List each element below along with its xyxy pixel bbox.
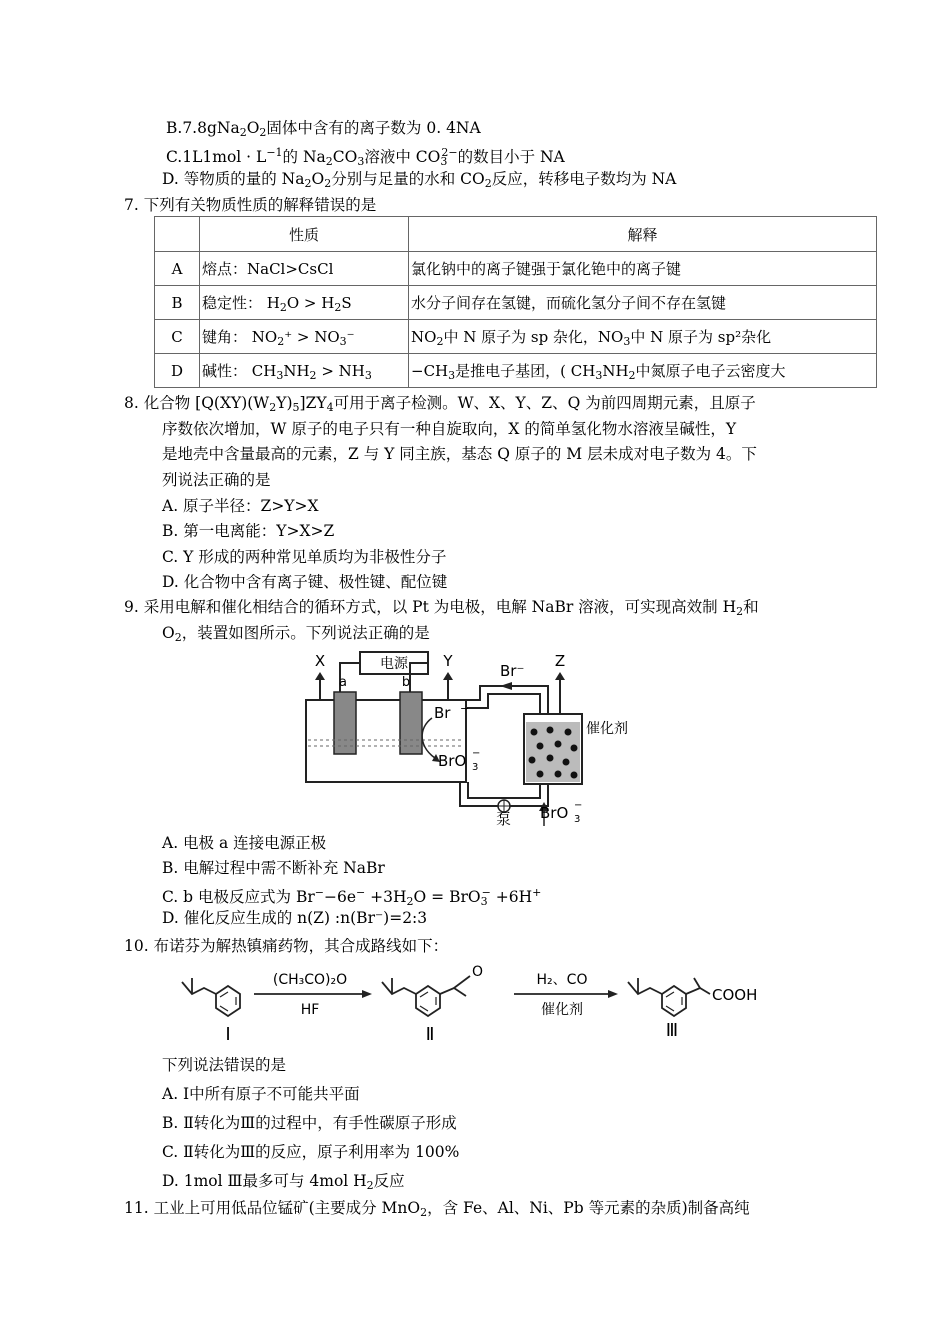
property-cell: 键角： $NO_2^+ > NO_3^-$ — [200, 320, 409, 354]
compound-label-2: Ⅱ — [425, 1024, 435, 1044]
reagent-1-top: (CH₃CO)₂O — [272, 972, 348, 988]
q10-stem: 10. 布诺芬为解热镇痛药物，其合成路线如下： — [124, 937, 449, 955]
option-cell: C — [155, 320, 200, 354]
explanation-cell: 水分子间存在氢键，而硫化氢分子间不存在氢键 — [409, 286, 877, 320]
label-y: Y — [443, 652, 453, 670]
reagent-2-top: H₂、CO — [536, 972, 588, 988]
reagent-2-bottom: 催化剂 — [541, 1002, 583, 1018]
table-row — [155, 320, 877, 354]
q6-option-d: D. 等物质的量的 $Na_2O_2$分别与足量的水和 $CO_2$反应，转移电子数均为 NA — [162, 170, 677, 190]
explanation-cell: $NO_2$中 N 原子为 sp 杂化，$NO_3$中 N 原子为 sp²杂化 — [409, 320, 877, 354]
explanation-cell: $-CH_3$是推电子基团，( $CH_3NH_2$中氮原子电子云密度大 — [409, 354, 877, 388]
pump-label: 泵 — [496, 810, 512, 828]
q6-option-b: $B.7.8gNa_2O_2$固体中含有的离子数为 0. 4NA — [166, 119, 481, 139]
q10-option-d: D. 1mol Ⅲ最多可与 4mol $H_2$反应 — [162, 1172, 405, 1192]
power-label: 电源 — [380, 656, 408, 672]
header-cell: 解释 — [409, 217, 877, 252]
option-cell: B — [155, 286, 200, 320]
property-cell: 稳定性： $H_2O > H_2S$ — [200, 286, 409, 320]
svg-text:3: 3 — [574, 814, 581, 825]
q10-option-c: C. Ⅱ转化为Ⅲ的反应，原子利用率为 100% — [162, 1143, 460, 1161]
svg-text:−: − — [460, 702, 470, 715]
q10-option-b: B. Ⅱ转化为Ⅲ的过程中，有手性碳原子形成 — [162, 1114, 457, 1132]
ketone-oxygen-label: O — [472, 964, 484, 980]
svg-text:−: − — [574, 800, 583, 811]
q9-option-b: B. 电解过程中需不断补充 NaBr — [162, 859, 385, 877]
table-row — [155, 354, 877, 388]
label-br-mid: Br — [434, 704, 451, 722]
table-row — [155, 286, 877, 320]
compound-label-3: Ⅲ — [665, 1020, 679, 1041]
property-cell: 碱性： $CH_3NH_2 > NH_3$ — [200, 354, 409, 388]
q10-option-a: A. Ⅰ中所有原子不可能共平面 — [162, 1085, 360, 1103]
electrolysis-apparatus-figure — [300, 648, 660, 830]
compound-label-1: Ⅰ — [225, 1024, 231, 1044]
property-cell: 熔点：NaCl>CsCl — [200, 252, 409, 286]
q7-stem: 7. 下列有关物质性质的解释错误的是 — [124, 196, 377, 214]
label-x: X — [314, 652, 326, 670]
electrode-a — [334, 692, 356, 754]
label-bro3-bottom: BrO — [540, 804, 569, 822]
q8-option-d: D. 化合物中含有离子键、极性键、配位键 — [162, 573, 448, 591]
q8-stem-line-3: 是地壳中含量最高的元素，Z 与 Y 同主族，基态 Q 原子的 M 层未成对电子数为 4。下 — [162, 445, 757, 463]
q8-option-b: B. 第一电离能：Y>X>Z — [162, 522, 335, 540]
q6-option-c: $C.1L1mol \cdot L^{-1}$的 $Na_2CO_3$溶液中 $CO_3^{2-}$的数目小于 NA — [166, 146, 565, 168]
option-cell: A — [155, 252, 200, 286]
q10-sub-stem: 下列说法错误的是 — [162, 1056, 287, 1074]
cooh-label: COOH — [712, 986, 758, 1004]
header-cell — [155, 217, 200, 252]
table-row — [155, 252, 877, 286]
label-b: b — [401, 675, 411, 690]
q8-stem-line-4: 列说法正确的是 — [162, 471, 271, 489]
svg-text:3: 3 — [472, 762, 479, 773]
reagent-1-bottom: HF — [300, 1002, 320, 1018]
q8-stem-line-1: 8. 化合物 $[Q(XY)(W_2Y)_5]ZY_4$可用于离子检测。W、X、Y、Z、Q 为前四周期元素，且原子 — [124, 394, 756, 414]
svg-text:−: − — [472, 748, 481, 759]
label-a: a — [339, 675, 347, 690]
q7-table — [154, 216, 877, 388]
q9-option-a: A. 电极 a 连接电源正极 — [162, 834, 327, 852]
table-header-row — [155, 217, 877, 252]
q8-option-c: C. Y 形成的两种常见单质均为非极性分子 — [162, 548, 447, 566]
option-cell: D — [155, 354, 200, 388]
header-cell: 性质 — [200, 217, 409, 252]
electrode-b — [400, 692, 422, 754]
label-br-top: Br⁻ — [500, 662, 525, 680]
q11-stem-line-1: 11. 工业上可用低品位锰矿(主要成分 MnO$_2$，含 Fe、Al、Ni、Pb 等元素的杂质)制备高纯 — [124, 1199, 750, 1219]
q8-option-a: A. 原子半径：Z>Y>X — [162, 497, 319, 515]
q8-stem-line-2: 序数依次增加，W 原子的电子只有一种自旋取向，X 的简单氢化物水溶液呈碱性，Y — [162, 420, 737, 438]
label-bro3-mid: BrO — [438, 752, 467, 770]
label-z: Z — [554, 652, 566, 670]
catalyst-label: 催化剂 — [586, 721, 628, 737]
ibuprofen-synthesis-scheme — [176, 962, 786, 1044]
q9-stem-line-1: 9. 采用电解和催化相结合的循环方式，以 Pt 为电极，电解 NaBr 溶液，可实现高效制 $H_2$和 — [124, 598, 759, 618]
q9-stem-line-2: $O_2$，装置如图所示。下列说法正确的是 — [162, 624, 430, 644]
q9-option-c: C. b 电极反应式为 $Br^--6e^- +3H_2O = BrO_3^- +6H^+$ — [162, 886, 542, 908]
q9-option-d: D. 催化反应生成的 n(Z) :n(Br⁻)=2:3 — [162, 909, 428, 927]
explanation-cell: 氯化钠中的离子键强于氯化铯中的离子键 — [409, 252, 877, 286]
